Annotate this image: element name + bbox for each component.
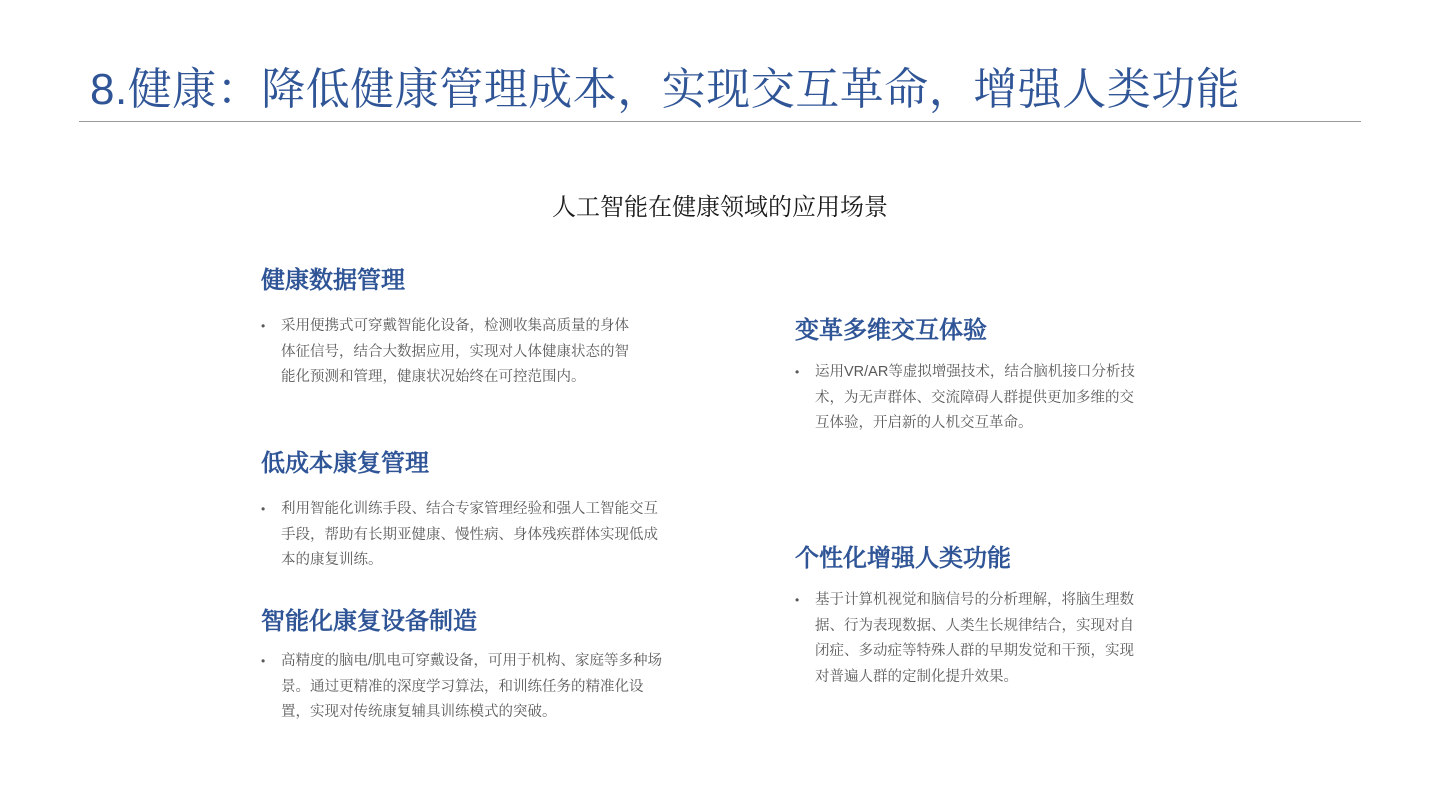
section-heading: 个性化增强人类功能 [795,545,1011,572]
bullet-icon: • [795,365,800,379]
section-heading: 低成本康复管理 [261,450,429,477]
section-health-data-management [261,266,641,391]
section-personalized-enhancement [795,544,1147,690]
bullet-icon: • [261,319,266,333]
bullet-icon: • [261,654,266,668]
bullet-icon: • [261,502,266,516]
section-low-cost-rehab [261,449,671,574]
bullet-item [795,588,1147,690]
bullet-item [261,649,671,726]
bullet-icon: • [795,593,800,607]
bullet-item [795,360,1147,437]
bullet-text: 采用便携式可穿戴智能化设备，检测收集高质量的身体体征信号，结合大数据应用，实现对人体健康状态的智能化预测和管理，健康状况始终在可控范围内。 [281,318,629,385]
bullet-text: 利用智能化训练手段、结合专家管理经验和强人工智能交互手段，帮助有长期亚健康、慢性病、身体残疾群体实现低成本的康复训练。 [281,501,658,568]
bullet-item [261,497,671,574]
section-heading: 健康数据管理 [261,267,405,294]
bullet-item [261,314,641,391]
slide-title: 8.健康：降低健康管理成本，实现交互革命，增强人类功能 [90,65,1241,114]
title-divider [79,121,1361,122]
section-heading: 智能化康复设备制造 [261,608,477,635]
section-heading: 变革多维交互体验 [795,317,987,344]
bullet-text: 高精度的脑电/肌电可穿戴设备，可用于机构、家庭等多种场景。通过更精准的深度学习算法，和训练任务的精准化设置，实现对传统康复辅具训练模式的突破。 [281,653,663,720]
bullet-text: 运用VR/AR等虚拟增强技术，结合脑机接口分析技术，为无声群体、交流障碍人群提供更加多维的交互体验，开启新的人机交互革命。 [815,364,1135,431]
slide-subtitle: 人工智能在健康领域的应用场景 [552,194,888,221]
section-rehab-device-manufacturing [261,607,671,726]
bullet-text: 基于计算机视觉和脑信号的分析理解，将脑生理数据、行为表现数据、人类生长规律结合，实现对自闭症、多动症等特殊人群的早期发觉和干预，实现对普遍人群的定制化提升效果。 [815,592,1134,685]
section-multidimensional-interaction [795,316,1147,437]
